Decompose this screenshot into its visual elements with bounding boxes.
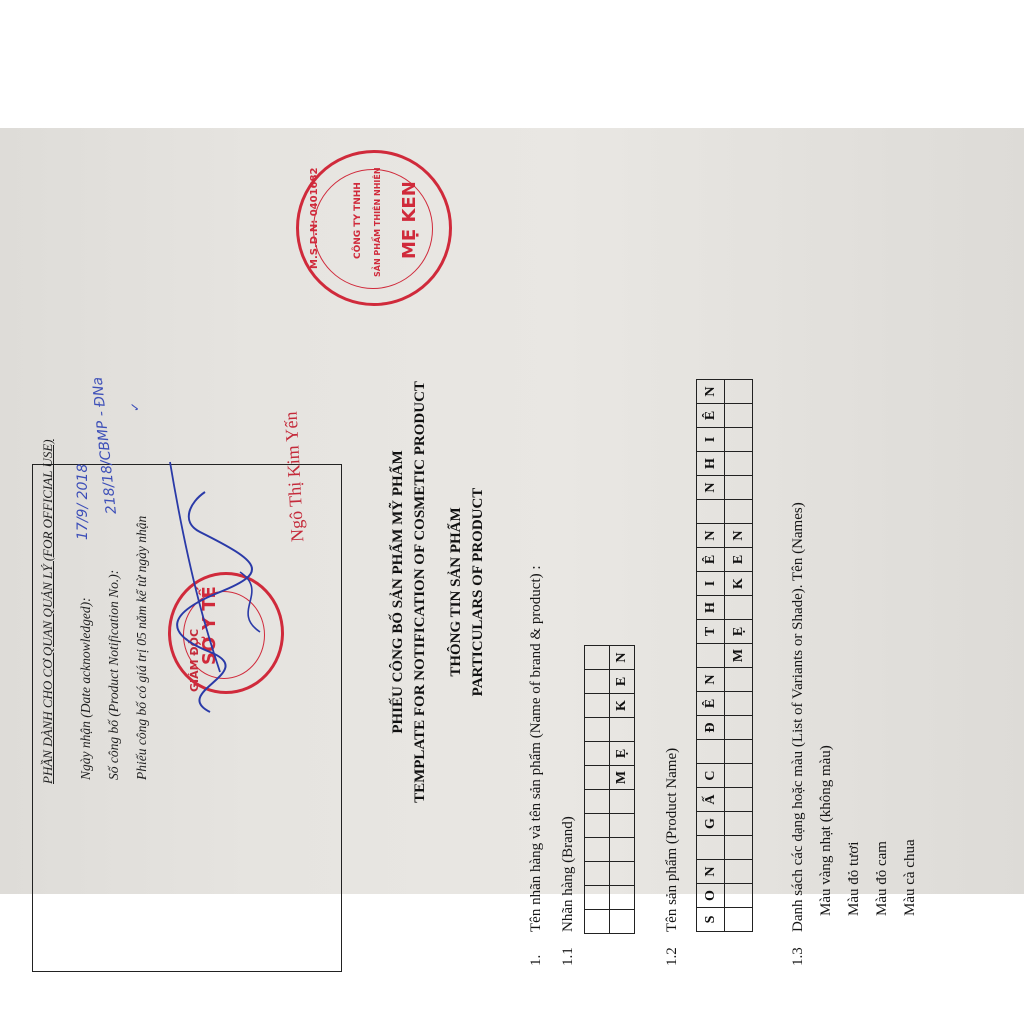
product-cell xyxy=(725,836,753,860)
product-cell xyxy=(725,428,753,452)
product-cell: I xyxy=(697,428,725,452)
product-cell: N xyxy=(697,380,725,404)
official-use-title: PHẦN DÀNH CHO CƠ QUAN QUẢN LÝ (FOR OFFICIAL USE) xyxy=(40,439,55,784)
product-cell xyxy=(725,764,753,788)
brand-cell xyxy=(585,766,610,790)
notification-number-label: Số công bố (Product Notification No.): xyxy=(106,569,121,780)
item-1-3-number: 1.3 xyxy=(790,947,806,966)
validity-note: Phiếu công bố có giá trị 05 năm kể từ ngày nhận xyxy=(134,515,149,780)
product-cell: E xyxy=(725,548,753,572)
product-cell xyxy=(725,812,753,836)
brand-cell xyxy=(585,694,610,718)
product-cell xyxy=(725,692,753,716)
item-1-text: Tên nhãn hàng và tên sản phẩm (Name of brand & product) : xyxy=(528,565,544,932)
product-cell xyxy=(725,404,753,428)
product-cell: N xyxy=(697,860,725,884)
product-cell xyxy=(725,668,753,692)
product-cell: Ê xyxy=(697,692,725,716)
product-cell xyxy=(725,500,753,524)
product-cell xyxy=(697,740,725,764)
paper-sheet xyxy=(0,128,1024,966)
product-cell: Ê xyxy=(697,404,725,428)
product-cell: T xyxy=(697,620,725,644)
company-stamp-name: MẸ KEN xyxy=(399,181,420,259)
signature-icon xyxy=(150,432,290,732)
brand-cell xyxy=(585,646,610,670)
brand-cell: Ẹ xyxy=(610,742,635,766)
department-stamp-text: SỞ Y TẾ xyxy=(199,586,220,665)
product-cell: I xyxy=(697,572,725,596)
product-cell: Ấ xyxy=(697,788,725,812)
brand-grid xyxy=(584,645,635,934)
product-cell: K xyxy=(725,572,753,596)
product-cell: H xyxy=(697,452,725,476)
product-cell: G xyxy=(697,812,725,836)
brand-cell xyxy=(585,790,610,814)
date-acknowledged-label: Ngày nhận (Date acknowledged): xyxy=(78,597,93,780)
brand-cell xyxy=(610,838,635,862)
product-cell xyxy=(697,644,725,668)
brand-cell xyxy=(585,862,610,886)
section-title-vi: THÔNG TIN SẢN PHẨM xyxy=(448,507,464,677)
product-cell xyxy=(725,788,753,812)
item-1-1-text: Nhãn hàng (Brand) xyxy=(560,816,576,932)
date-acknowledged-value: 17/9/ 2018 xyxy=(75,463,91,540)
product-cell xyxy=(725,884,753,908)
validity-check-mark: ✓ xyxy=(128,401,142,412)
section-title-en: PARTICULARS OF PRODUCT xyxy=(470,487,486,697)
product-cell: M xyxy=(725,644,753,668)
product-cell: Ẹ xyxy=(725,620,753,644)
document-title-en: TEMPLATE FOR NOTIFICATION OF COSMETIC PRODUCT xyxy=(412,381,428,803)
variant-item: Màu vàng nhạt (không màu) xyxy=(818,745,834,916)
product-cell: N xyxy=(697,524,725,548)
product-cell xyxy=(725,380,753,404)
variant-item: Màu cà chua xyxy=(902,839,918,916)
document-title-vi: PHIẾU CÔNG BỐ SẢN PHẨM MỸ PHẨM xyxy=(390,450,406,734)
company-stamp-line2: SẢN PHẨM THIÊN NHIÊN xyxy=(373,167,382,277)
signer-name: Ngô Thị Kim Yến xyxy=(280,411,308,543)
item-1-2-number: 1.2 xyxy=(664,947,680,966)
variant-item: Màu đỏ tươi xyxy=(846,841,862,916)
product-cell xyxy=(725,596,753,620)
brand-cell xyxy=(585,838,610,862)
item-1-number: 1. xyxy=(528,954,544,966)
company-stamp-id: M.S.D.N: 0401682 xyxy=(309,167,320,269)
product-cell: H xyxy=(697,596,725,620)
brand-cell xyxy=(610,814,635,838)
product-cell xyxy=(697,500,725,524)
product-cell xyxy=(725,716,753,740)
brand-cell xyxy=(610,718,635,742)
brand-cell xyxy=(585,910,610,934)
brand-cell: M xyxy=(610,766,635,790)
product-cell: C xyxy=(697,764,725,788)
product-cell xyxy=(725,860,753,884)
brand-cell: N xyxy=(610,646,635,670)
product-cell: Ê xyxy=(697,548,725,572)
brand-cell: K xyxy=(610,694,635,718)
product-name-grid xyxy=(696,379,753,932)
brand-cell xyxy=(585,814,610,838)
product-cell: Đ xyxy=(697,716,725,740)
rotated-document-content xyxy=(0,128,1024,1024)
product-cell: S xyxy=(697,908,725,932)
product-cell xyxy=(725,908,753,932)
brand-cell xyxy=(585,742,610,766)
product-cell xyxy=(697,836,725,860)
brand-cell xyxy=(610,910,635,934)
company-stamp xyxy=(296,150,452,306)
brand-cell xyxy=(610,862,635,886)
product-cell: N xyxy=(725,524,753,548)
brand-cell: E xyxy=(610,670,635,694)
brand-cell xyxy=(585,886,610,910)
item-1-1-number: 1.1 xyxy=(560,947,576,966)
product-cell: N xyxy=(697,476,725,500)
item-1-3-text: Danh sách các dạng hoặc màu (List of Variants or Shade). Tên (Names) xyxy=(790,502,806,932)
product-cell: O xyxy=(697,884,725,908)
brand-cell xyxy=(610,886,635,910)
brand-cell xyxy=(610,790,635,814)
brand-cell xyxy=(585,670,610,694)
notification-number-value: 218/18/CBMP - ĐNa xyxy=(89,376,120,515)
product-cell xyxy=(725,476,753,500)
brand-cell xyxy=(585,718,610,742)
item-1-2-text: Tên sản phẩm (Product Name) xyxy=(664,747,680,932)
product-cell: N xyxy=(697,668,725,692)
product-cell xyxy=(725,740,753,764)
product-cell xyxy=(725,452,753,476)
variant-item: Màu đỏ cam xyxy=(874,841,890,916)
company-stamp-line: CÔNG TY TNHH xyxy=(353,182,363,259)
director-title: GIÁM ĐỐC xyxy=(188,628,201,692)
